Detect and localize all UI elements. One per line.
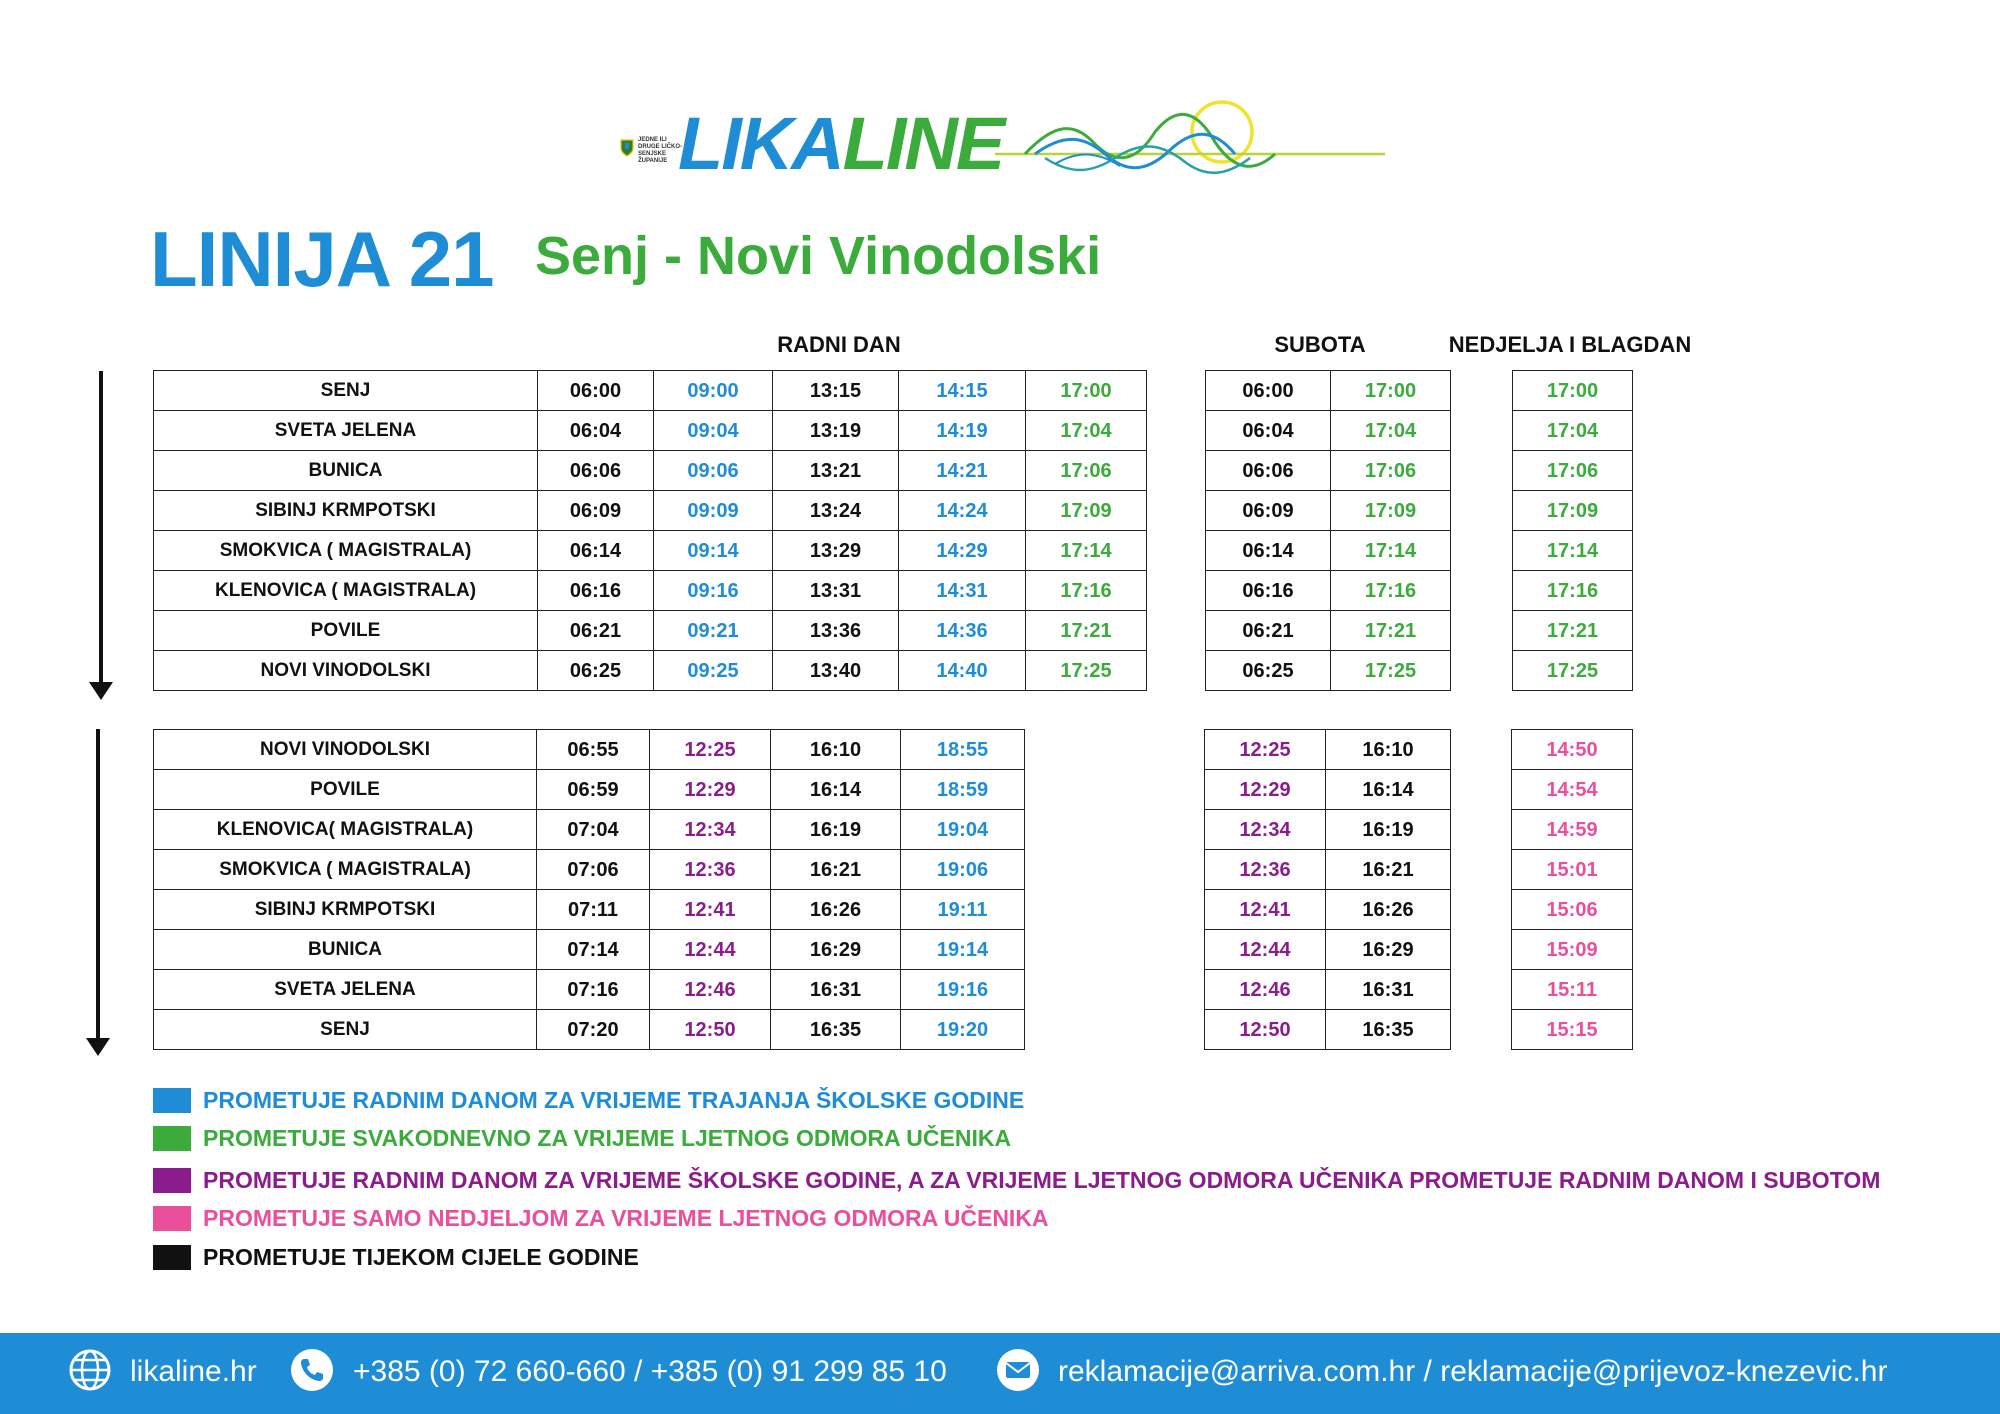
table-row bbox=[1513, 611, 1633, 651]
table-row bbox=[1206, 491, 1451, 531]
departure-time: 17:16 bbox=[1331, 571, 1451, 611]
departure-time: 06:14 bbox=[1206, 531, 1331, 571]
departure-time: 17:04 bbox=[1513, 411, 1633, 451]
stop-name: KLENOVICA ( MAGISTRALA) bbox=[154, 571, 538, 611]
departure-time: 06:21 bbox=[1206, 611, 1331, 651]
mail-icon bbox=[996, 1348, 1040, 1392]
stop-name: POVILE bbox=[154, 770, 537, 810]
departure-time: 06:00 bbox=[1206, 371, 1331, 411]
departure-time: 09:04 bbox=[654, 411, 773, 451]
outbound-saturday-table bbox=[1205, 370, 1451, 691]
departure-time: 16:10 bbox=[1326, 730, 1451, 770]
table-row bbox=[1512, 730, 1633, 770]
header-weekday: RADNI DAN bbox=[777, 332, 901, 357]
departure-time: 06:06 bbox=[538, 451, 654, 491]
legend-text-purple: PROMETUJE RADNIM DANOM ZA VRIJEME ŠKOLSKE GODINE, A ZA VRIJEME LJETNOG ODMORA UČENIKA PROMETUJE RADNIM DANOM I SUBOTOM bbox=[203, 1167, 1881, 1193]
departure-time: 07:16 bbox=[537, 970, 650, 1010]
departure-time: 18:59 bbox=[901, 770, 1025, 810]
table-row bbox=[1205, 770, 1451, 810]
arrow-down-icon bbox=[86, 1038, 110, 1056]
table-row bbox=[154, 770, 1025, 810]
departure-time: 19:11 bbox=[901, 890, 1025, 930]
departure-time: 17:16 bbox=[1026, 571, 1147, 611]
departure-time: 13:36 bbox=[773, 611, 899, 651]
table-row bbox=[1206, 451, 1451, 491]
departure-time: 09:09 bbox=[654, 491, 773, 531]
departure-time: 12:44 bbox=[1205, 930, 1326, 970]
county-crest-icon bbox=[620, 139, 634, 157]
departure-time: 14:36 bbox=[899, 611, 1026, 651]
departure-time: 14:29 bbox=[899, 531, 1026, 571]
departure-time: 16:29 bbox=[771, 930, 901, 970]
stop-name: POVILE bbox=[154, 611, 538, 651]
departure-time: 14:21 bbox=[899, 451, 1026, 491]
logo-part-lika: LIKA bbox=[678, 102, 843, 185]
departure-time: 15:06 bbox=[1512, 890, 1633, 930]
legend-swatch-black bbox=[153, 1245, 191, 1270]
table-row bbox=[1206, 531, 1451, 571]
stop-name: BUNICA bbox=[154, 930, 537, 970]
departure-time: 13:40 bbox=[773, 651, 899, 691]
departure-time: 06:21 bbox=[538, 611, 654, 651]
departure-time: 17:25 bbox=[1331, 651, 1451, 691]
departure-time: 14:24 bbox=[899, 491, 1026, 531]
departure-time: 17:14 bbox=[1026, 531, 1147, 571]
departure-time: 16:14 bbox=[1326, 770, 1451, 810]
departure-time: 17:06 bbox=[1026, 451, 1147, 491]
table-row bbox=[154, 850, 1025, 890]
table-row bbox=[154, 531, 1147, 571]
footer-email-addresses[interactable]: reklamacije@arriva.com.hr / reklamacije@prijevoz-knezevic.hr bbox=[1058, 1355, 1888, 1388]
footer-website-link[interactable]: likaline.hr bbox=[130, 1355, 257, 1388]
departure-time: 16:35 bbox=[1326, 1010, 1451, 1050]
departure-time: 16:14 bbox=[771, 770, 901, 810]
table-row bbox=[154, 1010, 1025, 1050]
departure-time: 12:46 bbox=[1205, 970, 1326, 1010]
table-row bbox=[154, 651, 1147, 691]
table-row bbox=[1513, 451, 1633, 491]
departure-time: 18:55 bbox=[901, 730, 1025, 770]
inbound-saturday-table bbox=[1204, 729, 1451, 1050]
departure-time: 17:04 bbox=[1331, 411, 1451, 451]
departure-time: 07:14 bbox=[537, 930, 650, 970]
departure-time: 13:21 bbox=[773, 451, 899, 491]
departure-time: 17:04 bbox=[1026, 411, 1147, 451]
departure-time: 06:25 bbox=[538, 651, 654, 691]
departure-time: 19:04 bbox=[901, 810, 1025, 850]
inbound-sunday-table bbox=[1511, 729, 1633, 1050]
table-row bbox=[154, 411, 1147, 451]
departure-time: 17:06 bbox=[1513, 451, 1633, 491]
departure-time: 17:00 bbox=[1026, 371, 1147, 411]
departure-time: 14:40 bbox=[899, 651, 1026, 691]
table-row bbox=[1512, 930, 1633, 970]
departure-time: 06:00 bbox=[538, 371, 654, 411]
departure-time: 17:16 bbox=[1513, 571, 1633, 611]
outbound-weekday-table bbox=[153, 370, 1147, 691]
departure-time: 17:21 bbox=[1513, 611, 1633, 651]
departure-time: 15:09 bbox=[1512, 930, 1633, 970]
departure-time: 16:35 bbox=[771, 1010, 901, 1050]
departure-time: 17:25 bbox=[1026, 651, 1147, 691]
logo-part-line: LINE bbox=[842, 102, 1004, 185]
departure-time: 14:54 bbox=[1512, 770, 1633, 810]
departure-time: 16:26 bbox=[1326, 890, 1451, 930]
legend-swatch-blue bbox=[153, 1088, 191, 1113]
table-row bbox=[1512, 970, 1633, 1010]
table-row bbox=[1512, 810, 1633, 850]
direction-arrow-outbound-line bbox=[99, 371, 103, 683]
phone-icon bbox=[290, 1348, 334, 1392]
county-crest-text: JEDNE ILI DRUGE LIČKO-SENJSKE ŽUPANIJE bbox=[638, 137, 682, 164]
legend-text-green: PROMETUJE SVAKODNEVNO ZA VRIJEME LJETNOG ODMORA UČENIKA bbox=[203, 1125, 1012, 1151]
departure-time: 16:21 bbox=[771, 850, 901, 890]
departure-time: 12:34 bbox=[650, 810, 771, 850]
departure-time: 16:31 bbox=[771, 970, 901, 1010]
departure-time: 16:10 bbox=[771, 730, 901, 770]
table-row bbox=[1513, 651, 1633, 691]
stop-name: SENJ bbox=[154, 371, 538, 411]
departure-time: 17:09 bbox=[1026, 491, 1147, 531]
departure-time: 19:20 bbox=[901, 1010, 1025, 1050]
departure-time: 14:59 bbox=[1512, 810, 1633, 850]
departure-time: 13:31 bbox=[773, 571, 899, 611]
departure-time: 06:16 bbox=[1206, 571, 1331, 611]
departure-time: 17:09 bbox=[1513, 491, 1633, 531]
departure-time: 15:11 bbox=[1512, 970, 1633, 1010]
inbound-weekday-table bbox=[153, 729, 1025, 1050]
departure-time: 06:06 bbox=[1206, 451, 1331, 491]
likaline-logo-text bbox=[678, 104, 1003, 184]
departure-time: 17:14 bbox=[1513, 531, 1633, 571]
departure-time: 13:29 bbox=[773, 531, 899, 571]
departure-time: 12:46 bbox=[650, 970, 771, 1010]
departure-time: 06:55 bbox=[537, 730, 650, 770]
departure-time: 07:04 bbox=[537, 810, 650, 850]
table-row bbox=[1205, 890, 1451, 930]
logo-waves-sun-icon bbox=[995, 92, 1385, 182]
departure-time: 07:20 bbox=[537, 1010, 650, 1050]
departure-time: 12:41 bbox=[1205, 890, 1326, 930]
route-title: Senj - Novi Vinodolski bbox=[535, 226, 1102, 286]
table-row bbox=[1513, 491, 1633, 531]
table-row bbox=[154, 371, 1147, 411]
arrow-down-icon bbox=[89, 682, 113, 700]
departure-time: 12:34 bbox=[1205, 810, 1326, 850]
departure-time: 06:09 bbox=[1206, 491, 1331, 531]
table-row bbox=[154, 810, 1025, 850]
departure-time: 06:59 bbox=[537, 770, 650, 810]
legend-text-blue: PROMETUJE RADNIM DANOM ZA VRIJEME TRAJANJA ŠKOLSKE GODINE bbox=[203, 1087, 1025, 1113]
departure-time: 17:21 bbox=[1331, 611, 1451, 651]
departure-time: 19:16 bbox=[901, 970, 1025, 1010]
legend-swatch-green bbox=[153, 1126, 191, 1151]
stop-name: SMOKVICA ( MAGISTRALA) bbox=[154, 531, 538, 571]
departure-time: 06:04 bbox=[538, 411, 654, 451]
table-row bbox=[1205, 1010, 1451, 1050]
table-row bbox=[1206, 651, 1451, 691]
table-row bbox=[154, 930, 1025, 970]
departure-time: 13:19 bbox=[773, 411, 899, 451]
departure-time: 12:44 bbox=[650, 930, 771, 970]
departure-time: 19:14 bbox=[901, 930, 1025, 970]
departure-time: 14:31 bbox=[899, 571, 1026, 611]
departure-time: 17:25 bbox=[1513, 651, 1633, 691]
departure-time: 06:09 bbox=[538, 491, 654, 531]
table-row bbox=[1512, 850, 1633, 890]
stop-name: BUNICA bbox=[154, 451, 538, 491]
stop-name: SMOKVICA ( MAGISTRALA) bbox=[154, 850, 537, 890]
legend-swatch-pink bbox=[153, 1206, 191, 1231]
departure-time: 17:14 bbox=[1331, 531, 1451, 571]
departure-time: 14:50 bbox=[1512, 730, 1633, 770]
departure-time: 09:21 bbox=[654, 611, 773, 651]
header-saturday: SUBOTA bbox=[1274, 332, 1366, 357]
table-row bbox=[1512, 890, 1633, 930]
departure-time: 12:29 bbox=[1205, 770, 1326, 810]
departure-time: 16:21 bbox=[1326, 850, 1451, 890]
departure-time: 16:19 bbox=[1326, 810, 1451, 850]
departure-time: 14:15 bbox=[899, 371, 1026, 411]
departure-time: 19:06 bbox=[901, 850, 1025, 890]
departure-time: 09:06 bbox=[654, 451, 773, 491]
departure-time: 06:14 bbox=[538, 531, 654, 571]
table-row bbox=[1205, 930, 1451, 970]
departure-time: 06:04 bbox=[1206, 411, 1331, 451]
table-row bbox=[154, 611, 1147, 651]
direction-arrow-inbound-line bbox=[96, 729, 100, 1039]
legend-text-black: PROMETUJE TIJEKOM CIJELE GODINE bbox=[203, 1244, 639, 1270]
table-row bbox=[1205, 850, 1451, 890]
departure-time: 12:25 bbox=[650, 730, 771, 770]
departure-time: 09:14 bbox=[654, 531, 773, 571]
table-row bbox=[1512, 770, 1633, 810]
departure-time: 15:15 bbox=[1512, 1010, 1633, 1050]
table-row bbox=[1513, 571, 1633, 611]
table-row bbox=[1205, 810, 1451, 850]
stop-name: NOVI VINODOLSKI bbox=[154, 730, 537, 770]
stop-name: SVETA JELENA bbox=[154, 411, 538, 451]
departure-time: 17:21 bbox=[1026, 611, 1147, 651]
table-row bbox=[154, 890, 1025, 930]
departure-time: 07:06 bbox=[537, 850, 650, 890]
globe-icon bbox=[68, 1348, 112, 1392]
legend-text-pink: PROMETUJE SAMO NEDJELJOM ZA VRIJEME LJETNOG ODMORA UČENIKA bbox=[203, 1205, 1049, 1231]
departure-time: 13:24 bbox=[773, 491, 899, 531]
departure-time: 15:01 bbox=[1512, 850, 1633, 890]
departure-time: 09:16 bbox=[654, 571, 773, 611]
table-row bbox=[154, 451, 1147, 491]
table-row bbox=[1512, 1010, 1633, 1050]
departure-time: 12:50 bbox=[1205, 1010, 1326, 1050]
stop-name: SIBINJ KRMPOTSKI bbox=[154, 890, 537, 930]
departure-time: 12:29 bbox=[650, 770, 771, 810]
table-row bbox=[154, 730, 1025, 770]
table-row bbox=[1513, 411, 1633, 451]
departure-time: 17:06 bbox=[1331, 451, 1451, 491]
stop-name: SVETA JELENA bbox=[154, 970, 537, 1010]
footer-phone-numbers[interactable]: +385 (0) 72 660-660 / +385 (0) 91 299 85 10 bbox=[353, 1355, 947, 1388]
departure-time: 16:29 bbox=[1326, 930, 1451, 970]
departure-time: 17:00 bbox=[1513, 371, 1633, 411]
table-row bbox=[154, 491, 1147, 531]
stop-name: SIBINJ KRMPOTSKI bbox=[154, 491, 538, 531]
departure-time: 06:16 bbox=[538, 571, 654, 611]
departure-time: 12:36 bbox=[650, 850, 771, 890]
table-row bbox=[154, 970, 1025, 1010]
table-row bbox=[1513, 531, 1633, 571]
table-row bbox=[1206, 371, 1451, 411]
departure-time: 12:36 bbox=[1205, 850, 1326, 890]
stop-name: SENJ bbox=[154, 1010, 537, 1050]
departure-time: 09:00 bbox=[654, 371, 773, 411]
table-row bbox=[1513, 371, 1633, 411]
table-row bbox=[1205, 970, 1451, 1010]
table-row bbox=[1206, 411, 1451, 451]
departure-time: 13:15 bbox=[773, 371, 899, 411]
departure-time: 06:25 bbox=[1206, 651, 1331, 691]
table-row bbox=[1206, 571, 1451, 611]
departure-time: 09:25 bbox=[654, 651, 773, 691]
departure-time: 07:11 bbox=[537, 890, 650, 930]
stop-name: KLENOVICA( MAGISTRALA) bbox=[154, 810, 537, 850]
outbound-sunday-table bbox=[1512, 370, 1633, 691]
legend-swatch-purple bbox=[153, 1168, 191, 1193]
header-sunday: NEDJELJA I BLAGDAN bbox=[1448, 332, 1692, 357]
table-row bbox=[1206, 611, 1451, 651]
departure-time: 12:41 bbox=[650, 890, 771, 930]
stop-name: NOVI VINODOLSKI bbox=[154, 651, 538, 691]
departure-time: 12:50 bbox=[650, 1010, 771, 1050]
departure-time: 14:19 bbox=[899, 411, 1026, 451]
departure-time: 17:00 bbox=[1331, 371, 1451, 411]
table-row bbox=[1205, 730, 1451, 770]
departure-time: 16:26 bbox=[771, 890, 901, 930]
departure-time: 16:19 bbox=[771, 810, 901, 850]
line-number-title: LINIJA 21 bbox=[150, 215, 494, 303]
departure-time: 17:09 bbox=[1331, 491, 1451, 531]
table-row bbox=[154, 571, 1147, 611]
departure-time: 16:31 bbox=[1326, 970, 1451, 1010]
departure-time: 12:25 bbox=[1205, 730, 1326, 770]
